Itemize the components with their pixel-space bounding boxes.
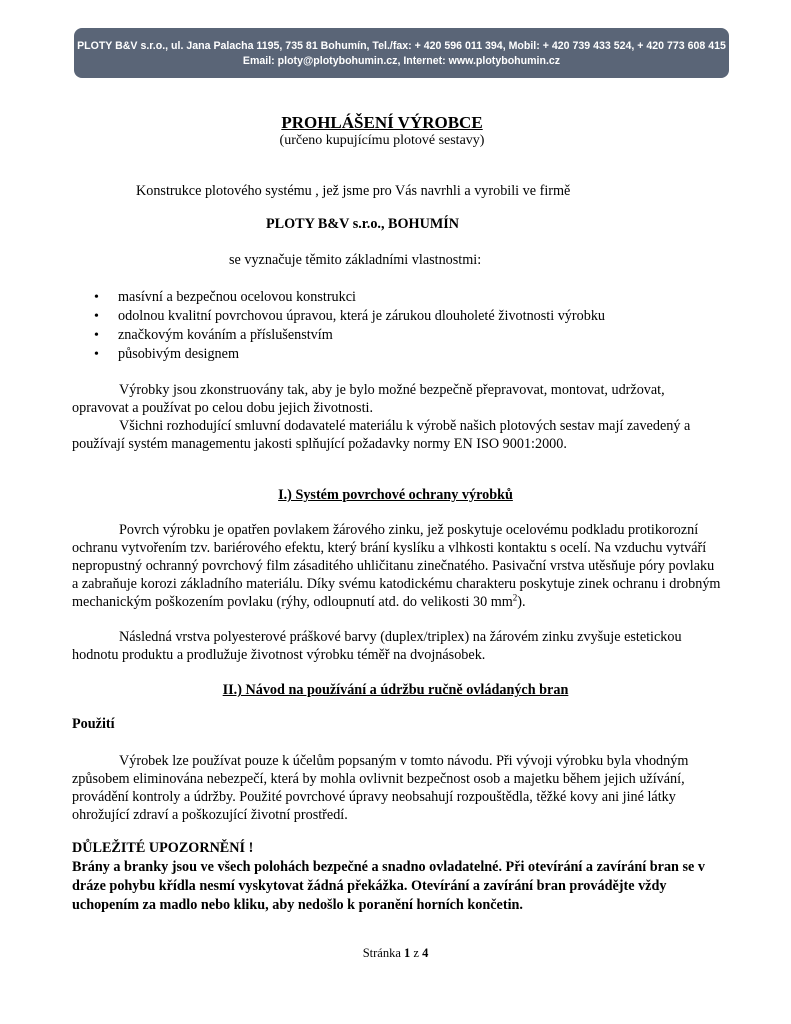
- feature-item: • masívní a bezpečnou ocelovou konstrukci: [72, 288, 605, 307]
- paragraph-powder-coating: Následná vrstva polyesterové práškové barvy (duplex/triplex) na žárovém zinku zvyšuje estetickou hodnotu produktu a prodlužuje životnost výrobku téměř na dvojnásobek.: [72, 629, 682, 663]
- page-of: z: [413, 946, 419, 960]
- warning-text: Brány a branky jsou ve všech polohách bezpečné a snadno ovladatelné. Při otevírání a zavírání bran se v dráze pohybu křídla nesmí vyskytovat žádná překážka. Otevírání a zavírání bran provádějte vždy uchopením za madlo nebo kliku, aby nedošlo k poranění horních končetin.: [72, 859, 705, 913]
- usage-heading: Použití: [72, 716, 115, 732]
- paragraph-suppliers: Všichni rozhodující smluvní dodavatelé materiálu k výrobě našich plotových sestav mají zavedený a používají systém managementu jakosti splňující požadavky normy EN ISO 9001:2000.: [72, 418, 691, 452]
- page-total: 4: [422, 946, 429, 960]
- section-heading-gate-manual: II.) Návod na používání a údržbu ručně ovládaných bran: [222, 682, 569, 698]
- warning-title: DŮLEŽITÉ UPOZORNĚNÍ !: [72, 840, 254, 856]
- paragraph-zinc-coating: [72, 521, 722, 611]
- document-subtitle: (určeno kupujícímu plotové sestavy): [279, 133, 485, 148]
- zinc-coating-end: ).: [517, 594, 526, 610]
- zinc-coating-text: Povrch výrobku je opatřen povlakem žárového zinku, jež poskytuje ocelovému podkladu protikorozní ochranu vytvořením tzv. bariérového efektu, který brání kyslíku a vlhkosti kontaktu s ocelí. Na vzduchu vytváří nepropustný ochranný povrchový film zásaditého uhličitanu zinečnatého. Pasivační vrstva utěsňuje póry povlaku a zabraňuje korozi základního materiálu. Díky svému katodickému charakteru poskytuje zinek ochranu i drobným mechanickým poškozením povlaku (rýhy, odloupnutí atd. do velikosti 30 mm: [72, 522, 721, 610]
- feature-item: • působivým designem: [72, 345, 605, 364]
- superscript: 2: [512, 592, 518, 603]
- feature-item: • značkovým kováním a příslušenstvím: [72, 326, 605, 345]
- feature-item: • odolnou kvalitní povrchovou úpravou, která je zárukou dlouholeté životnosti výrobku: [72, 307, 605, 326]
- letterhead-banner: [74, 28, 729, 78]
- paragraph-design: Výrobky jsou zkonstruovány tak, aby je bylo možné bezpečně přepravovat, montovat, udržovat, opravovat a používat po celou dobu jejich životnosti.: [72, 382, 665, 416]
- letterhead-contact-line: PLOTY B&V s.r.o., ul. Jana Palacha 1195, 735 81 Bohumín, Tel./fax: + 420 596 011 394, Mobil: + 420 739 433 524, + 420 773 608 415: [77, 40, 726, 52]
- page-number: 1: [404, 946, 411, 960]
- page-label: Stránka: [362, 946, 401, 960]
- letterhead-email-line: Email: ploty@plotybohumin.cz, Internet: www.plotybohumin.cz: [242, 55, 561, 67]
- properties-intro: se vyznačuje těmito základními vlastnostmi:: [229, 252, 482, 268]
- paragraph-usage: Výrobek lze používat pouze k účelům popsaným v tomto návodu. Při vývoji výrobku byla vhodným způsobem eliminována nebezpečí, která by mohla ovlivnit bezpečnost osob a majetku během jejich užívání, provádění kontroly a údržby. Použité povrchové úpravy neobsahují rozpouštědla, těžké kovy ani jiné látky ohrožující zdraví a poškozující životní prostředí.: [72, 753, 689, 823]
- feature-list: [72, 288, 605, 364]
- page-footer: [0, 946, 791, 961]
- intro-text: Konstrukce plotového systému , jež jsme pro Vás navrhli a vyrobili ve firmě: [136, 183, 571, 199]
- section-heading-surface-protection: I.) Systém povrchové ochrany výrobků: [278, 487, 513, 503]
- document-title: PROHLÁŠENÍ VÝROBCE: [281, 113, 483, 132]
- company-name: PLOTY B&V s.r.o., BOHUMÍN: [266, 216, 459, 232]
